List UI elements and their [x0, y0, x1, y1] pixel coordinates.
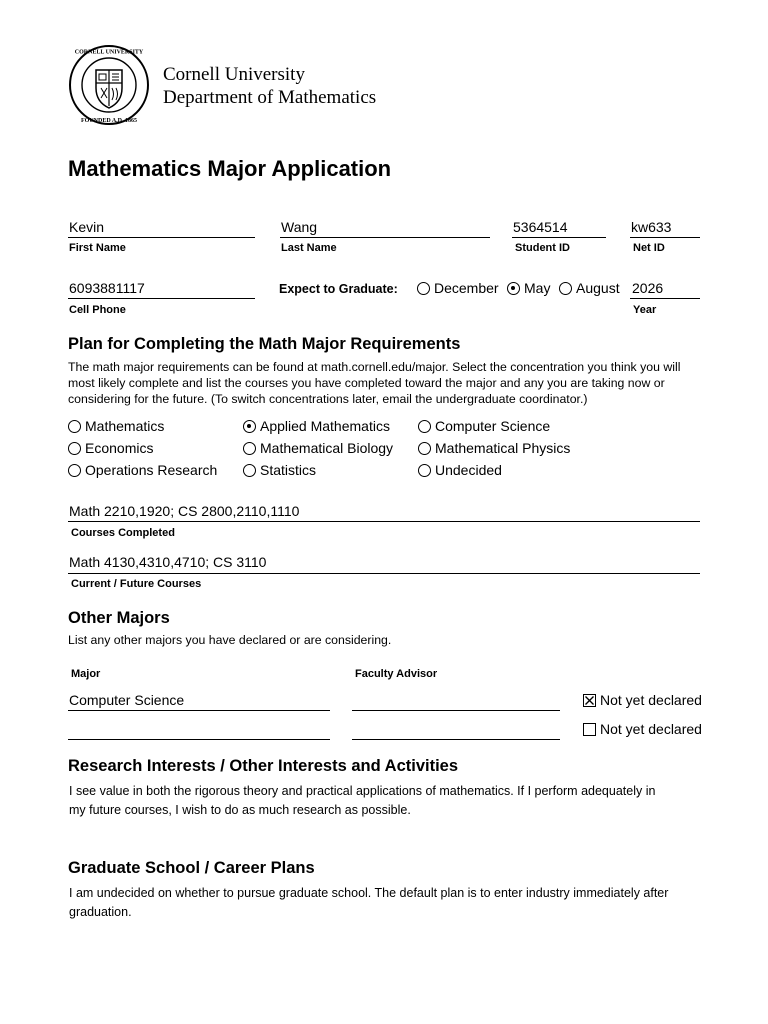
graduation-year-underline	[630, 298, 700, 299]
radio-icon[interactable]	[243, 442, 256, 455]
concentration-label: Undecided	[435, 462, 502, 478]
not-yet-declared-label: Not yet declared	[600, 721, 702, 737]
research-text[interactable]: I see value in both the rigorous theory and practical applications of mathematics. If I perform adequately in my future courses, I wish to do as much research as possible.	[69, 784, 656, 817]
concentration-applied-mathematics[interactable]	[243, 418, 390, 434]
current-future-courses-label: Current / Future Courses	[71, 578, 202, 590]
advisor-column-label: Faculty Advisor	[355, 668, 438, 680]
faculty-advisor-underline	[352, 710, 560, 711]
concentration-label: Operations Research	[85, 462, 218, 478]
research-heading: Research Interests / Other Interests and Activities	[68, 757, 459, 775]
university-name: Cornell University	[163, 64, 305, 85]
concentration-label: Applied Mathematics	[260, 418, 390, 434]
plan-description: The math major requirements can be found at math.cornell.edu/major. Select the concentration you think you will most likely complete and list the courses you have completed toward the major and any you are taking now or considering for the future. (To switch concentrations later, email the undergraduate coordinator.)	[68, 360, 681, 406]
cell-phone-label: Cell Phone	[69, 304, 126, 316]
radio-icon[interactable]	[418, 442, 431, 455]
concentration-computer-science[interactable]	[418, 418, 550, 434]
concentration-operations-research[interactable]	[68, 462, 217, 478]
student-id-label: Student ID	[515, 242, 570, 254]
career-text[interactable]: I am undecided on whether to pursue graduate school. The default plan is to enter industry immediately after graduation.	[69, 886, 669, 919]
career-heading: Graduate School / Career Plans	[68, 859, 315, 877]
net-id-field[interactable]: kw633	[631, 219, 672, 235]
radio-icon[interactable]	[418, 464, 431, 477]
current-future-courses-field[interactable]: Math 4130,4310,4710; CS 3110	[69, 554, 267, 570]
concentration-label: Computer Science	[435, 418, 551, 434]
other-majors-heading: Other Majors	[68, 609, 170, 627]
graduation-option-label: December	[434, 280, 499, 296]
net-id-underline	[630, 237, 700, 238]
courses-completed-field[interactable]: Math 2210,1920; CS 2800,2110,1110	[69, 503, 300, 519]
first-name-label: First Name	[69, 242, 126, 254]
radio-icon[interactable]	[68, 420, 81, 433]
concentration-undecided[interactable]	[418, 462, 502, 478]
major-column-label: Major	[71, 668, 101, 680]
graduation-year-label: Year	[633, 304, 657, 316]
first-name-field[interactable]: Kevin	[69, 219, 105, 235]
concentration-label: Economics	[85, 440, 154, 456]
last-name-label: Last Name	[281, 242, 337, 254]
other-major-field[interactable]: Computer Science	[69, 692, 185, 708]
graduation-option-label: August	[576, 280, 620, 296]
concentration-mathematical-biology[interactable]	[243, 440, 393, 456]
radio-selected-icon[interactable]	[243, 420, 256, 433]
first-name-underline	[68, 237, 255, 238]
last-name-underline	[280, 237, 490, 238]
courses-completed-underline	[68, 521, 700, 522]
radio-may-selected-icon[interactable]	[507, 282, 520, 295]
faculty-advisor-underline	[352, 739, 560, 740]
page-title: Mathematics Major Application	[68, 156, 392, 181]
department-name: Department of Mathematics	[163, 87, 377, 108]
svg-text:FOUNDED A.D. 1865: FOUNDED A.D. 1865	[80, 118, 138, 124]
not-yet-declared-label: Not yet declared	[600, 692, 702, 708]
concentration-mathematics[interactable]	[68, 418, 164, 434]
cell-phone-field[interactable]: 6093881117	[69, 280, 145, 296]
not-yet-declared-checkbox[interactable]	[583, 721, 702, 737]
other-major-underline	[68, 710, 330, 711]
radio-icon[interactable]	[243, 464, 256, 477]
concentration-label: Mathematics	[85, 418, 165, 434]
other-majors-description: List any other majors you have declared or are considering.	[68, 633, 392, 647]
cornell-seal	[68, 44, 150, 126]
checked-box-icon[interactable]	[583, 694, 596, 707]
concentration-label: Mathematical Physics	[435, 440, 571, 456]
current-future-courses-underline	[68, 573, 700, 574]
radio-august-icon[interactable]	[559, 282, 572, 295]
other-major-underline	[68, 739, 330, 740]
empty-checkbox-icon[interactable]	[583, 723, 596, 736]
graduation-option-may[interactable]	[507, 280, 550, 296]
graduation-option-label: May	[524, 280, 551, 296]
plan-heading: Plan for Completing the Math Major Requirements	[68, 335, 461, 353]
courses-completed-label: Courses Completed	[71, 527, 175, 539]
radio-icon[interactable]	[68, 442, 81, 455]
concentration-mathematical-physics[interactable]	[418, 440, 570, 456]
graduation-option-december[interactable]	[417, 280, 499, 296]
concentration-statistics[interactable]	[243, 462, 316, 478]
cell-phone-underline	[68, 298, 255, 299]
net-id-label: Net ID	[633, 242, 665, 254]
graduation-year-field[interactable]: 2026	[632, 280, 664, 296]
radio-icon[interactable]	[418, 420, 431, 433]
svg-text:CORNELL UNIVERSITY: CORNELL UNIVERSITY	[74, 49, 144, 56]
student-id-field[interactable]: 5364514	[513, 219, 568, 235]
student-id-underline	[512, 237, 606, 238]
graduation-label: Expect to Graduate:	[279, 282, 398, 296]
concentration-label: Statistics	[260, 462, 317, 478]
radio-icon[interactable]	[68, 464, 81, 477]
concentration-economics[interactable]	[68, 440, 153, 456]
graduation-option-august[interactable]	[559, 280, 620, 296]
not-yet-declared-checkbox[interactable]	[583, 692, 702, 708]
radio-december-icon[interactable]	[417, 282, 430, 295]
concentration-label: Mathematical Biology	[260, 440, 394, 456]
last-name-field[interactable]: Wang	[281, 219, 318, 235]
